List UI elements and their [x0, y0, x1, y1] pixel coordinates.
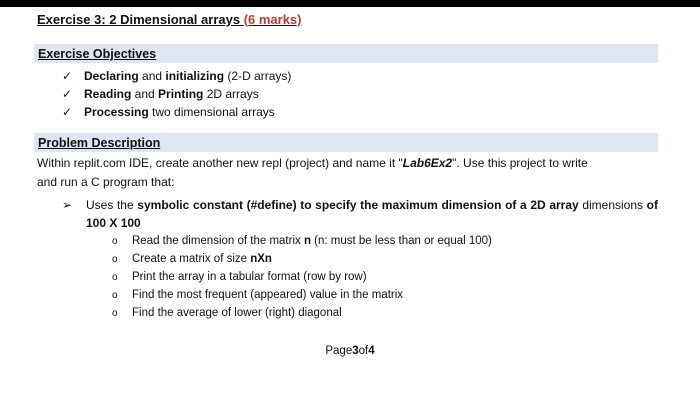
problem-heading: Problem Description: [38, 136, 161, 150]
checkmark-icon: ✓: [62, 87, 73, 101]
project-name: Lab6Ex2: [402, 156, 453, 170]
arrowhead-icon: ➢: [62, 198, 73, 212]
exercise-marks: (6 marks): [243, 12, 302, 27]
document-page: [0, 7, 700, 414]
objectives-heading: Exercise Objectives: [38, 47, 157, 61]
sub-requirement-item: o Read the dimension of the matrix n (n: must be less than or equal 100): [112, 235, 492, 247]
requirement-item: [62, 196, 658, 232]
checkmark-icon: ✓: [62, 69, 73, 83]
circle-bullet-icon: o: [112, 308, 118, 319]
sub-requirement-item: o Find the average of lower (right) diagonal: [112, 307, 342, 319]
objective-item: ✓ Declaring and initializing (2-D arrays): [62, 69, 292, 83]
checkmark-icon: ✓: [62, 105, 73, 119]
top-black-bar: [0, 0, 700, 7]
exercise-title: [37, 12, 302, 27]
requirement-text: Uses the symbolic constant (#define) to specify the maximum dimension of a 2D array dimensions of 100 X 100: [86, 198, 658, 230]
sub-requirement-item: o Find the most frequent (appeared) value in the matrix: [112, 289, 404, 301]
exercise-title-text: Exercise 3: 2 Dimensional arrays: [37, 12, 241, 27]
problem-intro-line-2: and run a C program that:: [37, 175, 175, 189]
sub-requirement-item: o Print the array in a tabular format (row by row): [112, 271, 367, 283]
page-number: Page3of4: [325, 345, 375, 357]
sub-requirement-item: o Create a matrix of size nXn: [112, 253, 272, 265]
circle-bullet-icon: o: [112, 272, 118, 283]
problem-intro-line-1: Within replit.com IDE, create another new repl (project) and name it "Lab6Ex2". Use this project to write: [37, 156, 588, 170]
objective-item: ✓ Reading and Printing 2D arrays: [62, 87, 259, 101]
objective-item: ✓ Processing two dimensional arrays: [62, 105, 275, 119]
circle-bullet-icon: o: [112, 290, 118, 301]
circle-bullet-icon: o: [112, 254, 118, 265]
circle-bullet-icon: o: [112, 236, 118, 247]
page-footer: [0, 345, 700, 357]
